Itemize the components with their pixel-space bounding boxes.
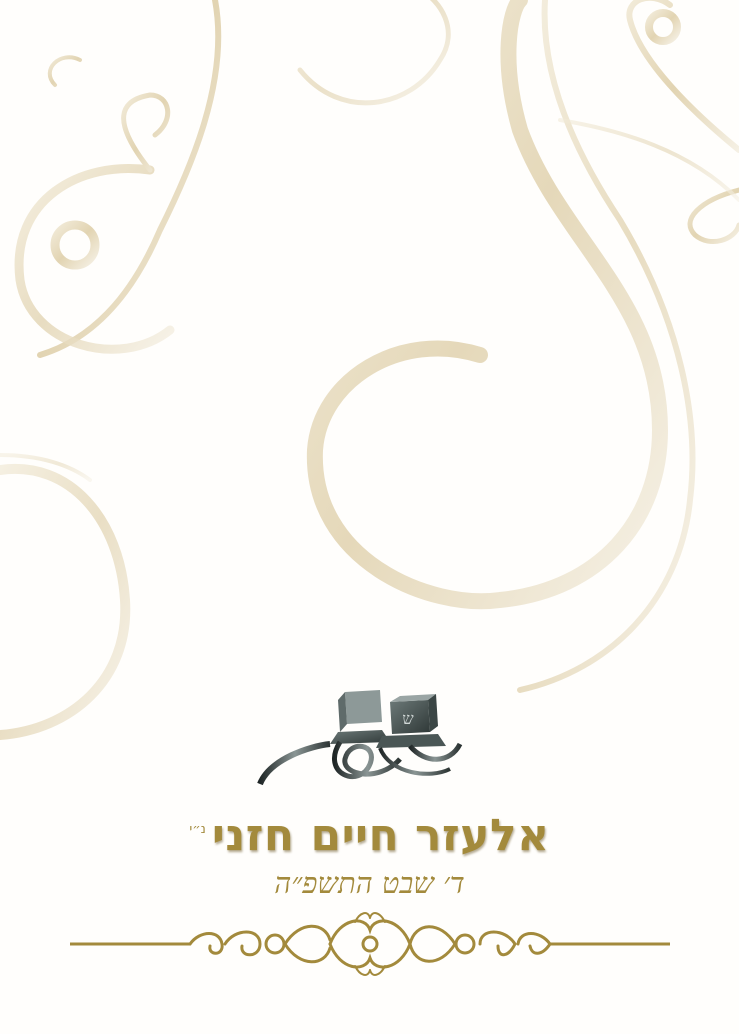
ornamental-divider-icon: [70, 910, 670, 980]
name-line: [0, 800, 739, 870]
event-date: ד׳ שבט התשפ״ה: [274, 866, 465, 900]
celebrant-name: אלעזר חיים חזני: [211, 809, 550, 861]
swirl-left-bottom: [0, 469, 125, 735]
swirl-left-top: [40, 0, 218, 355]
swirl-center-hook: [315, 0, 660, 601]
tefillin-icon: [250, 684, 465, 789]
name-honorific: נ״י: [189, 822, 206, 837]
svg-text:ש: ש: [402, 709, 414, 728]
